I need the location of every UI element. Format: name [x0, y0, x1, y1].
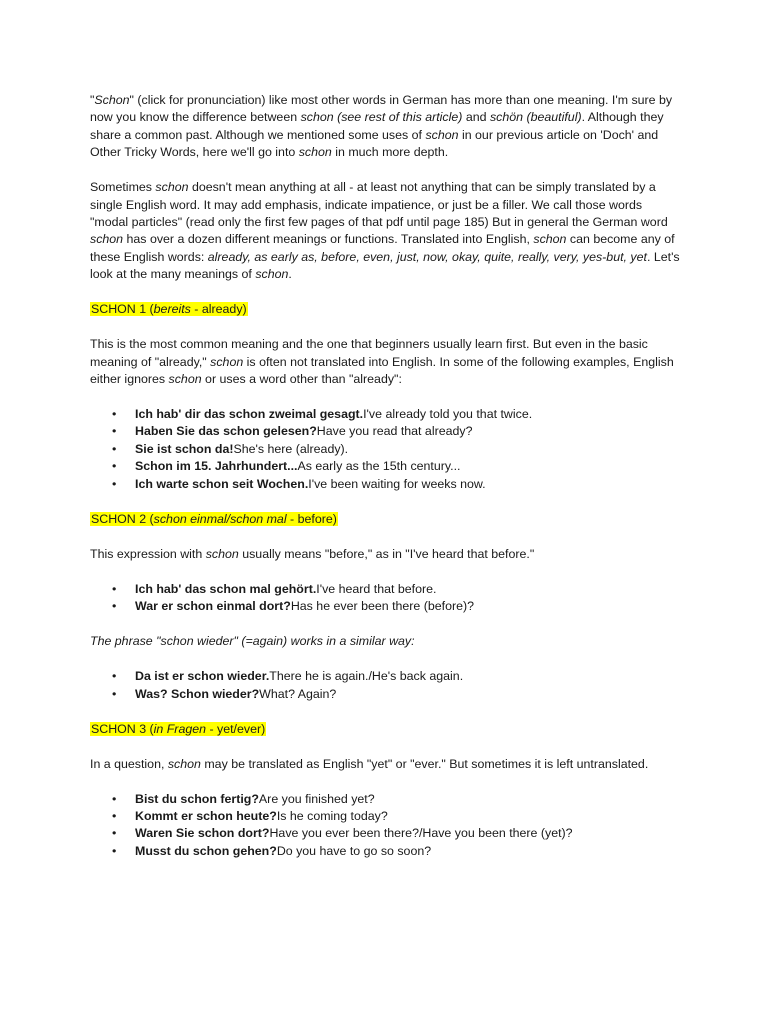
section-2-example-list — [90, 581, 680, 616]
bullet-icon: • — [112, 459, 117, 474]
bullet-icon: • — [112, 826, 117, 841]
german-example: Sie ist schon da! — [135, 441, 234, 456]
bullet-icon: • — [112, 441, 117, 456]
list-item — [90, 441, 680, 458]
text-run: may be translated as English "yet" or "ever." But sometimes it is left untranslated. — [200, 756, 649, 771]
bullet-icon: • — [112, 669, 117, 684]
list-item — [90, 825, 680, 842]
english-translation: There he is again./He's back again. — [269, 669, 464, 684]
english-translation: She's here (already). — [233, 441, 349, 456]
german-example: Musst du schon gehen? — [135, 843, 277, 858]
english-translation: Have you read that already? — [316, 424, 473, 439]
list-item — [90, 668, 680, 685]
text-run: usually means "before," as in "I've heard that before." — [238, 546, 535, 561]
text-run: - yet/ever) — [206, 721, 266, 736]
section-1-example-list — [90, 406, 680, 493]
text-run: This expression with — [90, 546, 206, 561]
italic-text: schon — [167, 756, 201, 771]
italic-text: schon — [425, 127, 459, 142]
german-example: Da ist er schon wieder. — [135, 669, 270, 684]
german-example: Ich warte schon seit Wochen. — [135, 476, 309, 491]
text-run: This is the most common meaning and the one that beginners usually learn first. But even in the basic meaning of "already," — [90, 337, 648, 369]
list-item — [90, 476, 680, 493]
bullet-icon: • — [112, 599, 117, 614]
section-1-paragraph — [90, 336, 680, 388]
text-run: " — [90, 93, 95, 107]
english-translation: I've already told you that twice. — [363, 407, 533, 422]
text-run: . Although they share a common past. Although we mentioned some uses of — [90, 110, 664, 142]
section-3-heading — [90, 721, 680, 738]
bullet-icon: • — [112, 424, 117, 439]
text-run: is often not translated into English. In some of the following examples, English either ignores — [90, 354, 674, 387]
text-run: . — [288, 267, 292, 282]
german-example: Bist du schon fertig? — [135, 791, 259, 806]
text-run: or uses a word other than "already": — [201, 372, 402, 387]
italic-text: already, as early as, before, even, just, now, okay, quite, really, very, yes-but, yet — [207, 249, 647, 264]
text-run: in our previous article on 'Doch' and Other Tricky Words, here we'll go into — [90, 127, 659, 160]
bullet-icon: • — [112, 581, 117, 596]
section-2-paragraph — [90, 546, 680, 563]
german-example: Waren Sie schon dort? — [135, 826, 270, 841]
italic-text: schon (see rest of this article) — [300, 110, 463, 125]
intro-paragraph-1 — [90, 92, 680, 162]
list-item — [90, 581, 680, 598]
bullet-icon: • — [112, 476, 117, 491]
english-translation: What? Again? — [259, 686, 337, 701]
english-translation: Has he ever been there (before)? — [290, 599, 475, 614]
list-item — [90, 843, 680, 860]
italic-text: schon — [205, 546, 239, 561]
german-example: Schon im 15. Jahrhundert... — [135, 459, 298, 474]
english-translation: Do you have to go so soon? — [276, 843, 432, 858]
english-translation: Have you ever been there?/Have you been there (yet)? — [269, 826, 573, 841]
german-example: War er schon einmal dort? — [135, 599, 291, 614]
italic-text: schon — [298, 145, 332, 160]
text-run: SCHON 1 ( — [91, 302, 154, 317]
section-heading-highlight — [90, 302, 248, 316]
list-item — [90, 808, 680, 825]
italic-text: schon — [168, 372, 202, 387]
italic-text: schon einmal/schon mal — [153, 511, 287, 526]
italic-text: schon — [533, 232, 567, 247]
section-2-heading — [90, 511, 680, 528]
italic-text: schon — [255, 267, 289, 282]
bullet-icon: • — [112, 791, 117, 806]
list-item — [90, 406, 680, 423]
italic-text: in Fragen — [153, 721, 207, 736]
german-example: Ich hab' das schon mal gehört. — [135, 581, 317, 596]
english-translation: I've been waiting for weeks now. — [308, 476, 486, 491]
bullet-icon: • — [112, 686, 117, 701]
italic-text: schön (beautiful) — [489, 110, 582, 125]
italic-text: schon — [90, 232, 124, 247]
german-example: Haben Sie das schon gelesen? — [135, 424, 317, 439]
text-run: Sometimes — [90, 180, 156, 195]
bullet-icon: • — [112, 407, 117, 422]
section-2-example-list-2 — [90, 668, 680, 703]
section-2-note: The phrase "schon wieder" (=again) works in a similar way: — [90, 634, 415, 649]
italic-text: schon — [210, 354, 244, 369]
list-item — [90, 686, 680, 703]
german-example: Ich hab' dir das schon zweimal gesagt. — [135, 407, 364, 422]
german-example: Was? Schon wieder? — [135, 686, 260, 701]
text-run: SCHON 3 ( — [91, 721, 154, 736]
list-item — [90, 458, 680, 475]
bullet-icon: • — [112, 843, 117, 858]
text-run: . Let's look at the many meanings of — [90, 249, 680, 282]
text-run: In a question, — [90, 756, 168, 771]
english-translation: As early as the 15th century... — [297, 459, 461, 474]
text-run: can become any of these English words: — [90, 232, 675, 264]
italic-text: Schon — [94, 93, 130, 107]
english-translation: Are you finished yet? — [258, 791, 375, 806]
text-run: " (click for pronunciation) like most other words in German has more than one meaning. I'm sure by now you know the difference between — [90, 93, 673, 125]
section-3-paragraph — [90, 756, 680, 773]
italic-text: schon — [155, 180, 189, 195]
text-run: and — [462, 110, 490, 125]
list-item — [90, 598, 680, 615]
english-translation: Is he coming today? — [276, 808, 388, 823]
list-item — [90, 791, 680, 808]
intro-paragraph-2 — [90, 179, 680, 283]
text-run: SCHON 2 ( — [91, 511, 154, 526]
section-1-heading — [90, 301, 680, 318]
section-3-example-list — [90, 791, 680, 861]
section-heading-highlight — [90, 512, 338, 526]
text-run: in much more depth. — [331, 145, 449, 160]
text-run: doesn't mean anything at all - at least not anything that can be simply translated by a single English word. It may add emphasis, indicate impatience, or just be a filler. We call those words "modal particles" (read only the first few pages of that pdf until page 185) But in general the German word — [90, 180, 668, 230]
english-translation: I've heard that before. — [316, 581, 437, 596]
text-run: - already) — [190, 302, 247, 317]
italic-text: bereits — [153, 302, 191, 317]
text-run: - before) — [286, 511, 337, 526]
list-item — [90, 423, 680, 440]
document-page — [90, 92, 680, 878]
german-example: Kommt er schon heute? — [135, 808, 277, 823]
text-run: has over a dozen different meanings or functions. Translated into English, — [123, 232, 534, 247]
bullet-icon: • — [112, 808, 117, 823]
section-heading-highlight — [90, 722, 266, 736]
